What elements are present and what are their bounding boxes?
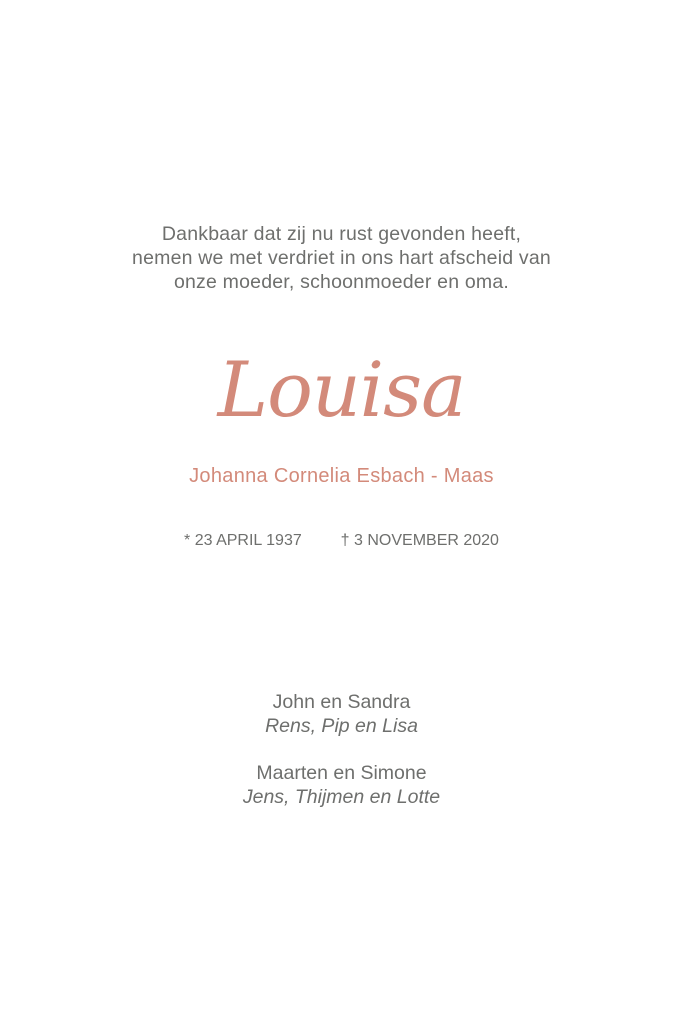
family-children: Jens, Thijmen en Lotte	[242, 786, 441, 808]
family-children: Rens, Pip en Lisa	[265, 715, 418, 737]
death-date: † 3 NOVEMBER 2020	[340, 532, 499, 549]
family-list	[0, 690, 683, 832]
family-group	[0, 761, 683, 809]
full-name: Johanna Cornelia Esbach - Maas	[189, 465, 494, 487]
call-name: Louisa	[217, 345, 466, 434]
family-group	[0, 690, 683, 738]
family-parents: Maarten en Simone	[256, 762, 427, 784]
intro-line-3: onze moeder, schoonmoeder en oma.	[173, 271, 510, 293]
birth-date: * 23 APRIL 1937	[184, 532, 302, 549]
intro-line-1: Dankbaar dat zij nu rust gevonden heeft,	[161, 223, 522, 245]
life-dates	[0, 530, 683, 552]
family-parents: John en Sandra	[272, 691, 411, 713]
intro-line-2: nemen we met verdriet in ons hart afscheid van	[132, 247, 551, 269]
intro-text	[0, 222, 683, 294]
